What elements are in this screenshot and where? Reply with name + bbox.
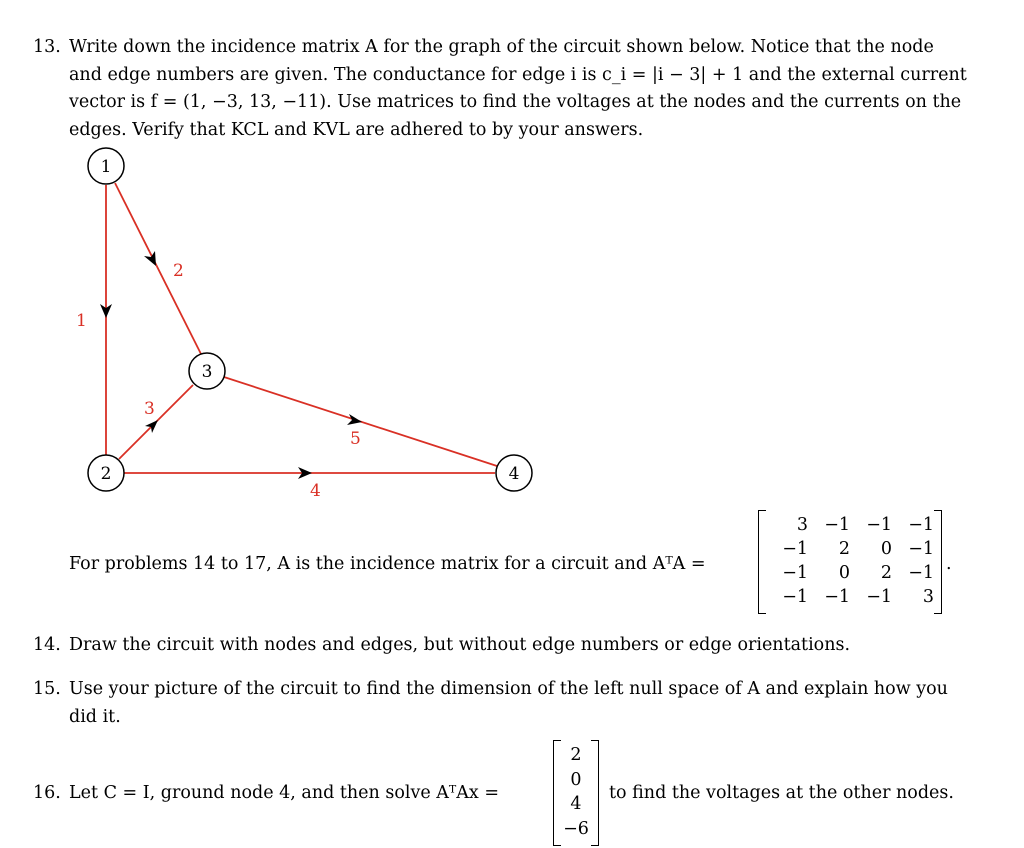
problem-14-text: Draw the circuit with nodes and edges, but without edge numbers or edge orientations. xyxy=(69,635,851,655)
problem-13-line-2: and edge numbers are given. The conductance for edge i is c_i = |i − 3| + 1 and the external current xyxy=(69,64,967,85)
matrix-cell: −1 xyxy=(824,515,850,535)
matrix-cell: −1 xyxy=(908,515,934,535)
matrix-cell: −1 xyxy=(782,539,808,559)
problem-15-line-2: did it. xyxy=(69,706,121,727)
node-3 xyxy=(189,353,225,389)
matrix-left-bracket xyxy=(758,510,766,614)
node-1 xyxy=(88,148,124,184)
matrix-cell: 2 xyxy=(880,563,892,583)
vector-cell: 2 xyxy=(570,745,582,765)
problem-13-number: 13. xyxy=(33,37,61,57)
problem-16-text-before: Let C = I, ground node 4, and then solve xyxy=(69,783,431,803)
matrix-cell: −1 xyxy=(782,587,808,607)
matrix-cell: 0 xyxy=(880,539,892,559)
node-2 xyxy=(88,455,124,491)
problem-13-line-3: vector is f = (1, −3, 13, −11). Use matrices to find the voltages at the nodes and the currents on the xyxy=(69,92,962,112)
matrix-cell: −1 xyxy=(782,563,808,583)
ata-matrix xyxy=(758,510,942,614)
problem-13-line-1: Write down the incidence matrix A for the graph of the circuit shown below. Notice that the node xyxy=(69,37,934,57)
matrix-cell: −1 xyxy=(866,515,892,535)
problem-16-number: 16. xyxy=(33,783,61,803)
intro-lhs: AᵀA = xyxy=(652,554,706,574)
edge-label-5: 5 xyxy=(350,429,361,449)
matrix-cell: −1 xyxy=(866,587,892,607)
edge-label-2: 2 xyxy=(173,261,184,281)
problem-16-lhs: AᵀAx = xyxy=(436,783,500,803)
node-label-1: 1 xyxy=(100,157,112,177)
problem-13-line-4: edges. Verify that KCL and KVL are adhered to by your answers. xyxy=(69,119,644,140)
matrix-cell: −1 xyxy=(908,563,934,583)
problem-15-line-1: Use your picture of the circuit to find the dimension of the left null space of A and explain how you xyxy=(69,679,948,699)
intro-text xyxy=(69,551,706,579)
vector-cell: 4 xyxy=(570,794,582,814)
intro-period: . xyxy=(946,554,952,574)
matrix-cell: 2 xyxy=(838,539,850,559)
matrix-right-bracket xyxy=(934,510,942,614)
node-4 xyxy=(496,455,532,491)
intro-sentence: For problems 14 to 17, A is the incidence matrix for a circuit and xyxy=(69,554,648,574)
problem-16-text-after: to find the voltages at the other nodes. xyxy=(609,783,954,803)
matrix-cell: 0 xyxy=(838,563,850,583)
vector-right-bracket xyxy=(591,740,599,846)
matrix-cell: 3 xyxy=(796,515,808,535)
matrix-cell: −1 xyxy=(908,539,934,559)
vector-cell: −6 xyxy=(563,818,589,839)
node-label-4: 4 xyxy=(508,464,520,484)
edge-2 xyxy=(115,183,201,354)
node-label-3: 3 xyxy=(201,362,213,382)
vector-left-bracket xyxy=(553,740,561,846)
edge-label-1: 1 xyxy=(76,311,87,331)
edge-label-3: 3 xyxy=(144,399,155,419)
node-label-2: 2 xyxy=(100,464,112,484)
matrix-cell: 3 xyxy=(922,587,934,607)
edge-5-arrow-icon xyxy=(347,414,362,425)
edge-label-4: 4 xyxy=(310,481,321,501)
matrix-cell: −1 xyxy=(824,587,850,607)
vector-cell: 0 xyxy=(570,769,582,790)
rhs-vector xyxy=(553,740,599,846)
problem-14-number: 14. xyxy=(33,635,61,655)
problem-15-number: 15. xyxy=(33,679,61,699)
